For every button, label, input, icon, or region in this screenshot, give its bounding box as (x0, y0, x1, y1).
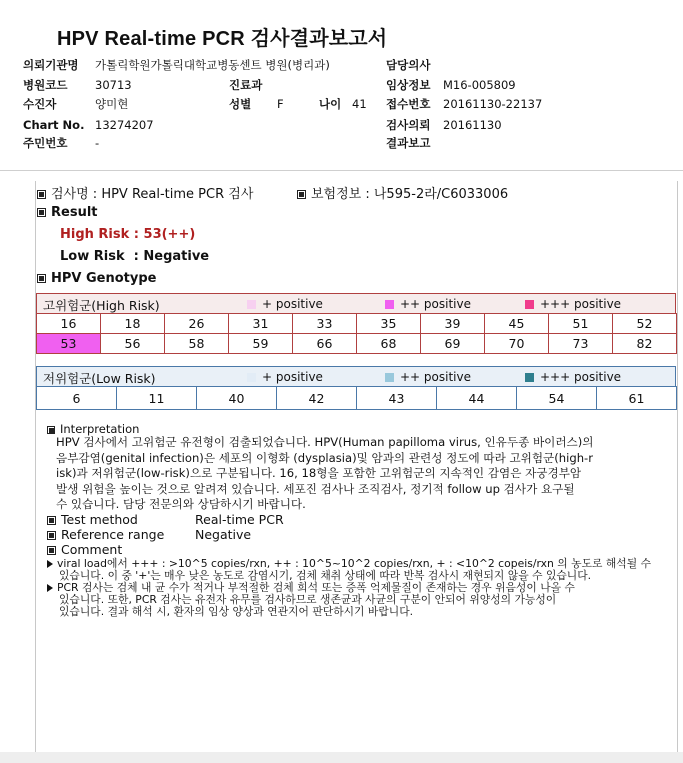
interpretation-line: 음부감염(genital infection)은 세포의 이형화 (dysplasia)및 암과의 관련성 정도에 따라 고위험군(high-r (56, 450, 594, 465)
comment-text (47, 558, 675, 618)
genotype-cell: 73 (549, 334, 613, 354)
reference-value: Negative (195, 527, 252, 542)
hospital-code-label: 병원코드 (23, 78, 68, 92)
genotype-cell: 82 (613, 334, 677, 354)
legend-plus-plus (385, 297, 471, 311)
age-value: 41 (352, 97, 367, 111)
age-label: 나이 (319, 97, 342, 111)
low-risk-result: Low Risk : Negative (60, 249, 210, 264)
result-report-label: 결과보고 (386, 136, 431, 150)
genotype-cell: 42 (277, 387, 357, 410)
high-risk-result: High Risk : 53(++) (60, 227, 196, 242)
comment-line-text: 있습니다. 또한, PCR 검사는 유전자 유무를 검사하므로 생존균과 사균의 구분이 안되어 위양성의 가능성이 (59, 593, 557, 606)
doctor-label: 담당의사 (386, 58, 431, 72)
legend-label: +++ positive (540, 297, 622, 311)
genotype-cell: 44 (437, 387, 517, 410)
dept-label: 진료과 (229, 78, 263, 92)
result-heading-line (37, 205, 98, 220)
chart-no-label: Chart No. (23, 118, 85, 132)
interpretation-line: HPV 검사에서 고위험군 유전형이 검출되었습니다. HPV(Human papilloma virus, 인유두종 바이러스)의 (56, 435, 594, 449)
genotype-cell: 33 (293, 314, 357, 334)
reference-label: Reference range (61, 527, 165, 542)
table-row (37, 334, 677, 354)
legend-label: ++ positive (400, 370, 471, 384)
checkbox-icon (37, 190, 46, 199)
test-method-label: Test method (61, 512, 138, 527)
legend-swatch (247, 300, 256, 309)
genotype-heading-line (37, 271, 156, 286)
page-bottom-band (0, 752, 683, 763)
low-risk-title: 저위험군(Low Risk) (43, 371, 156, 386)
test-name: 검사명 : HPV Real-time PCR 검사 (51, 187, 254, 202)
genotype-cell: 54 (517, 387, 597, 410)
genotype-cell: 18 (101, 314, 165, 334)
genotype-cell: 56 (101, 334, 165, 354)
interpretation-line: 발생 위험을 높이는 것으로 알려져 있습니다. 세포진 검사나 조직검사, 정기적 follow up 검사가 요구될 (56, 481, 575, 496)
test-name-line (37, 183, 253, 202)
genotype-cell: 35 (357, 314, 421, 334)
genotype-cell: 45 (485, 314, 549, 334)
request-date-label: 검사의뢰 (386, 118, 431, 132)
insurance-line (297, 183, 508, 202)
report-title: HPV Real-time PCR 검사결과보고서 (57, 28, 388, 50)
genotype-cell-positive: 53 (37, 334, 101, 354)
comment-line-text: 있습니다. 결과 해석 시, 환자의 임상 양상과 연관지어 판단하시기 바랍니다. (59, 605, 414, 618)
legend-plus-plus (385, 370, 471, 384)
legend-label: + positive (262, 370, 323, 384)
legend-label: + positive (262, 297, 323, 311)
high-risk-title: 고위험군(High Risk) (43, 298, 160, 313)
high-risk-header (36, 293, 676, 313)
receipt-no-label: 접수번호 (386, 97, 431, 111)
checkbox-icon (47, 516, 56, 525)
genotype-cell: 51 (549, 314, 613, 334)
legend-plus (247, 370, 323, 384)
comment-line-text: PCR 검사는 검체 내 균 수가 적거나 부적절한 검체 희석 또는 증폭 억제물질이 존재하는 경우 위음성이 나올 수 (57, 581, 575, 594)
genotype-cell: 26 (165, 314, 229, 334)
genotype-cell: 40 (197, 387, 277, 410)
legend-plus (247, 297, 323, 311)
checkbox-icon (297, 190, 306, 199)
resident-no-value: - (95, 136, 100, 150)
genotype-cell: 66 (293, 334, 357, 354)
high-risk-grid (36, 313, 677, 354)
checkbox-icon (47, 531, 56, 540)
interpretation-line: isk)과 저위험군(low-risk)으로 구분됩니다. 16, 18형을 포함한 고위험군의 지속적인 감염은 자궁경부암 (56, 466, 582, 481)
institution-value: 가톨릭학원가톨릭대학교병동센트 병원(병리과) (95, 58, 330, 72)
genotype-cell: 58 (165, 334, 229, 354)
reference-line (47, 527, 164, 542)
header-divider (0, 170, 683, 171)
sex-label: 성별 (229, 97, 252, 111)
checkbox-icon (47, 546, 56, 555)
receipt-no-value: 20161130-22137 (443, 97, 543, 111)
comment-line (47, 542, 122, 557)
genotype-cell: 43 (357, 387, 437, 410)
legend-swatch (385, 300, 394, 309)
legend-swatch (385, 373, 394, 382)
table-row (37, 387, 677, 410)
low-risk-grid (36, 386, 677, 410)
legend-swatch (525, 300, 534, 309)
interpretation-line: 수 있습니다. 담당 전문의와 상담하시기 바랍니다. (56, 497, 306, 512)
genotype-cell: 6 (37, 387, 117, 410)
low-risk-header (36, 366, 676, 386)
genotype-cell: 59 (229, 334, 293, 354)
legend-swatch (525, 373, 534, 382)
interpretation-text (56, 435, 674, 513)
chart-no-value: 13274207 (95, 118, 154, 132)
clinical-info-label: 임상정보 (386, 78, 431, 92)
arrow-bullet-icon (47, 584, 53, 592)
test-method-line (47, 512, 138, 527)
comment-label: Comment (61, 542, 123, 557)
hospital-code-value: 30713 (95, 78, 132, 92)
checkbox-icon (37, 208, 46, 217)
genotype-cell: 31 (229, 314, 293, 334)
patient-value: 양미현 (95, 97, 129, 111)
resident-no-label: 주민번호 (23, 136, 68, 150)
genotype-heading: HPV Genotype (51, 271, 157, 286)
result-heading: Result (51, 205, 98, 220)
sex-value: F (277, 97, 284, 111)
genotype-cell: 52 (613, 314, 677, 334)
legend-label: ++ positive (400, 297, 471, 311)
comment-line-text: viral load에서 +++ : >10^5 copies/rxn, ++ : 10^5~10^2 copies/rxn, + : <10^2 copeis/rxn 의 농도로 해석될 수 (57, 557, 652, 570)
legend-plus-plus-plus (525, 297, 621, 311)
genotype-cell: 68 (357, 334, 421, 354)
legend-plus-plus-plus (525, 370, 621, 384)
genotype-cell: 70 (485, 334, 549, 354)
legend-swatch (247, 373, 256, 382)
comment-line-text: 있습니다. 이 중 '+'는 매우 낮은 농도로 감염시기, 검체 채취 상태에 따라 반복 검사시 재현되지 않을 수 있습니다. (59, 569, 592, 582)
institution-label: 의뢰기관명 (23, 58, 79, 72)
genotype-cell: 39 (421, 314, 485, 334)
genotype-cell: 11 (117, 387, 197, 410)
genotype-cell: 69 (421, 334, 485, 354)
arrow-bullet-icon (47, 560, 53, 568)
checkbox-icon (47, 426, 55, 434)
legend-label: +++ positive (540, 370, 622, 384)
genotype-cell: 61 (597, 387, 677, 410)
clinical-info-value: M16-005809 (443, 78, 516, 92)
table-row (37, 314, 677, 334)
interpretation-heading: Interpretation (60, 422, 140, 436)
insurance-info: 보험정보 : 나595-2라/C6033006 (311, 187, 509, 202)
test-method-value: Real-time PCR (195, 512, 284, 527)
request-date-value: 20161130 (443, 118, 502, 132)
checkbox-icon (37, 274, 46, 283)
genotype-cell: 16 (37, 314, 101, 334)
patient-label: 수진자 (23, 97, 57, 111)
